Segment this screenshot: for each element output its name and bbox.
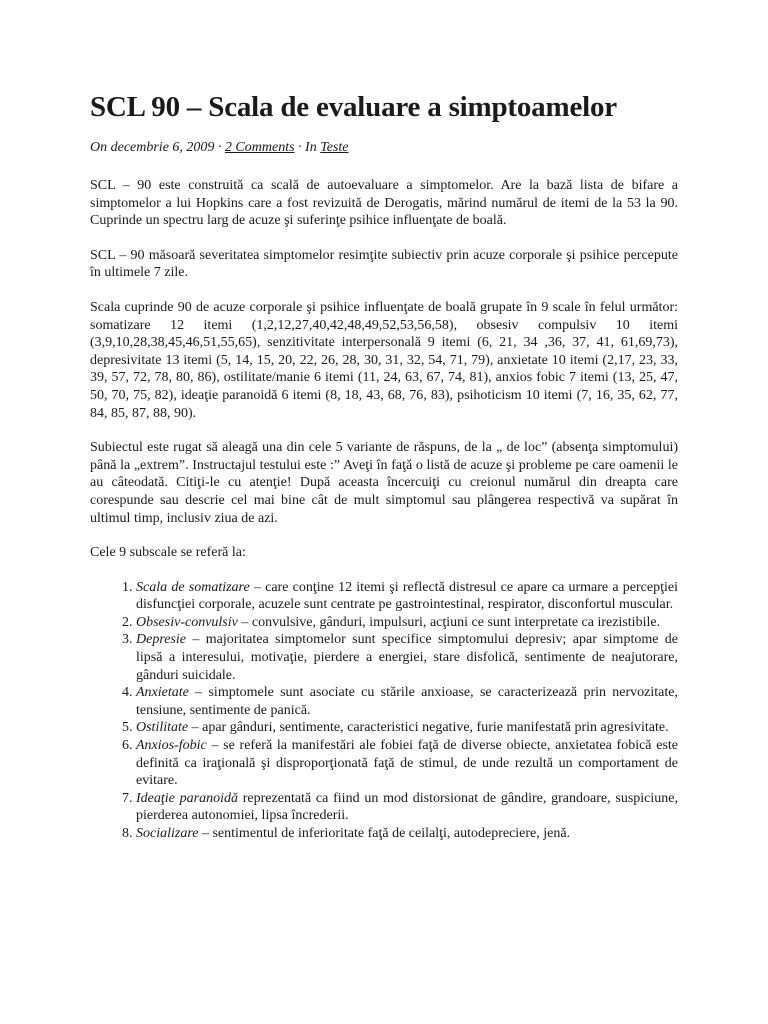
subscale-term: Ideaţie paranoidă xyxy=(136,790,238,806)
subscale-desc: – sentimentul de inferioritate faţă de ceilalţi, autodepreciere, jenă. xyxy=(198,826,571,841)
list-item xyxy=(136,825,678,843)
post-date: On decembrie 6, 2009 · xyxy=(90,140,225,155)
subscales-list xyxy=(90,579,678,843)
subscale-desc: – convulsive, gânduri, impulsuri, acţiuni ce sunt interpretate ca irezistibile. xyxy=(237,614,661,630)
paragraph-instructions: Subiectul este rugat să aleagă una din cele 5 variante de răspuns, de la „ de loc” (absenţa simptomului) până la „extrem”. Instructajul testului este :” Aveţi în faţă o listă de acuze şi probleme pe care oamenii le au câteodată. Citiţi-le cu atenţie! După aceasta încercuiţi cu creionul numărul din dreapta care corespunde sau descrie cel mai bine cât de mult simptomul sau plângerea respectivă va supărat în ultimul timp, inclusiv ziua de azi. xyxy=(90,440,678,526)
paragraph-subscales-intro: Cele 9 subscale se referă la: xyxy=(90,545,246,561)
comments-link[interactable]: 2 Comments xyxy=(224,140,295,155)
list-item xyxy=(136,631,678,684)
subscale-desc: – se referă la manifestări ale fobiei faţă de diverse obiecte, anxietatea fobică este definită ca iraţională şi disproporţionată faţă de stimul, de unde rezultă un comportament de evitare. xyxy=(136,738,678,789)
post-meta xyxy=(90,138,678,158)
subscale-desc: – care conţine 12 itemi şi reflectă distresul ce apare ca urmare a percepţiei disfuncţiei corporale, acuzele sunt centrate pe gastrointestinal, respirator, disconfortul muscular. xyxy=(136,579,678,613)
subscale-term: Scala de somatizare xyxy=(136,579,250,595)
category-prefix: · In xyxy=(294,140,321,155)
subscale-desc: reprezentată ca fiind un mod distorsionat de gândire, grandoare, suspiciune, pierderea autonomiei, lipsa încrederii. xyxy=(136,790,678,824)
list-item xyxy=(136,579,678,614)
category-link[interactable]: Teste xyxy=(320,140,349,155)
subscale-term: Ostilitate xyxy=(136,720,189,736)
paragraph-intro: SCL – 90 este construită ca scală de autoevaluare a simptomelor. Are la bază lista de bifare a simptomelor a lui Hopkins care a fost revizuită de Derogatis, mărind numărul de itemi de la 53 la 90. Cuprinde un spectru larg de acuze şi suferinţe psihice influenţate de boală. xyxy=(90,178,678,229)
list-item xyxy=(136,737,678,790)
subscale-term: Anxietate xyxy=(136,685,189,701)
subscale-desc: – simptomele sunt asociate cu stările anxioase, se caracterizează prin nervozitate, tensiune, sentimente de panică. xyxy=(136,685,678,718)
paragraph-scales: Scala cuprinde 90 de acuze corporale şi psihice influenţate de boală grupate în 9 scale în felul următor: somatizare 12 itemi (1,2,12,27,40,42,48,49,52,53,56,58), obsesiv compulsiv 10 itemi (3,9,10,28,38,45,46,51,55,65), senzitivitate interpersonală 9 itemi (6, 21, 34 ,36, 37, 41, 61,69,73), depresivitate 13 itemi (5, 14, 15, 20, 22, 26, 28, 30, 31, 32, 54, 71, 79), anxietate 10 itemi (2,17, 23, 33, 39, 57, 72, 78, 80, 86), ostilitate/manie 6 itemi (11, 24, 63, 67, 74, 81), anxios fobic 7 itemi (13, 25, 47, 50, 70, 75, 82), ideaţie paranoidă 6 itemi (8, 18, 43, 68, 76, 83), psihoticism 10 itemi (7, 16, 35, 62, 77, 84, 85, 87, 88, 90). xyxy=(90,299,678,421)
subscale-desc: – apar gânduri, sentimente, caracteristici negative, furie manifestată prin agresivitate. xyxy=(188,720,669,736)
page-title: SCL 90 – Scala de evaluare a simptoamelor xyxy=(90,91,617,123)
article xyxy=(90,88,678,843)
subscale-term: Obsesiv-convulsiv xyxy=(136,614,238,630)
subscale-desc: – majoritatea simptomelor sunt specifice simptomului depresiv; apar simptome de lipsă a interesului, motivaţie, pierdere a energiei, stare disfolică, sentimente de neajutorare, gânduri suicidale. xyxy=(136,632,678,683)
list-item xyxy=(136,684,678,719)
subscale-term: Depresie xyxy=(136,632,187,648)
list-item xyxy=(136,614,678,632)
list-item xyxy=(136,719,678,737)
list-item xyxy=(136,790,678,825)
subscale-term: Socializare xyxy=(136,826,199,841)
subscale-term: Anxios-fobic xyxy=(136,738,207,754)
paragraph-severity: SCL – 90 măsoară severitatea simptomelor resimţite subiectiv prin acuze corporale şi psihice percepute în ultimele 7 zile. xyxy=(90,247,678,281)
